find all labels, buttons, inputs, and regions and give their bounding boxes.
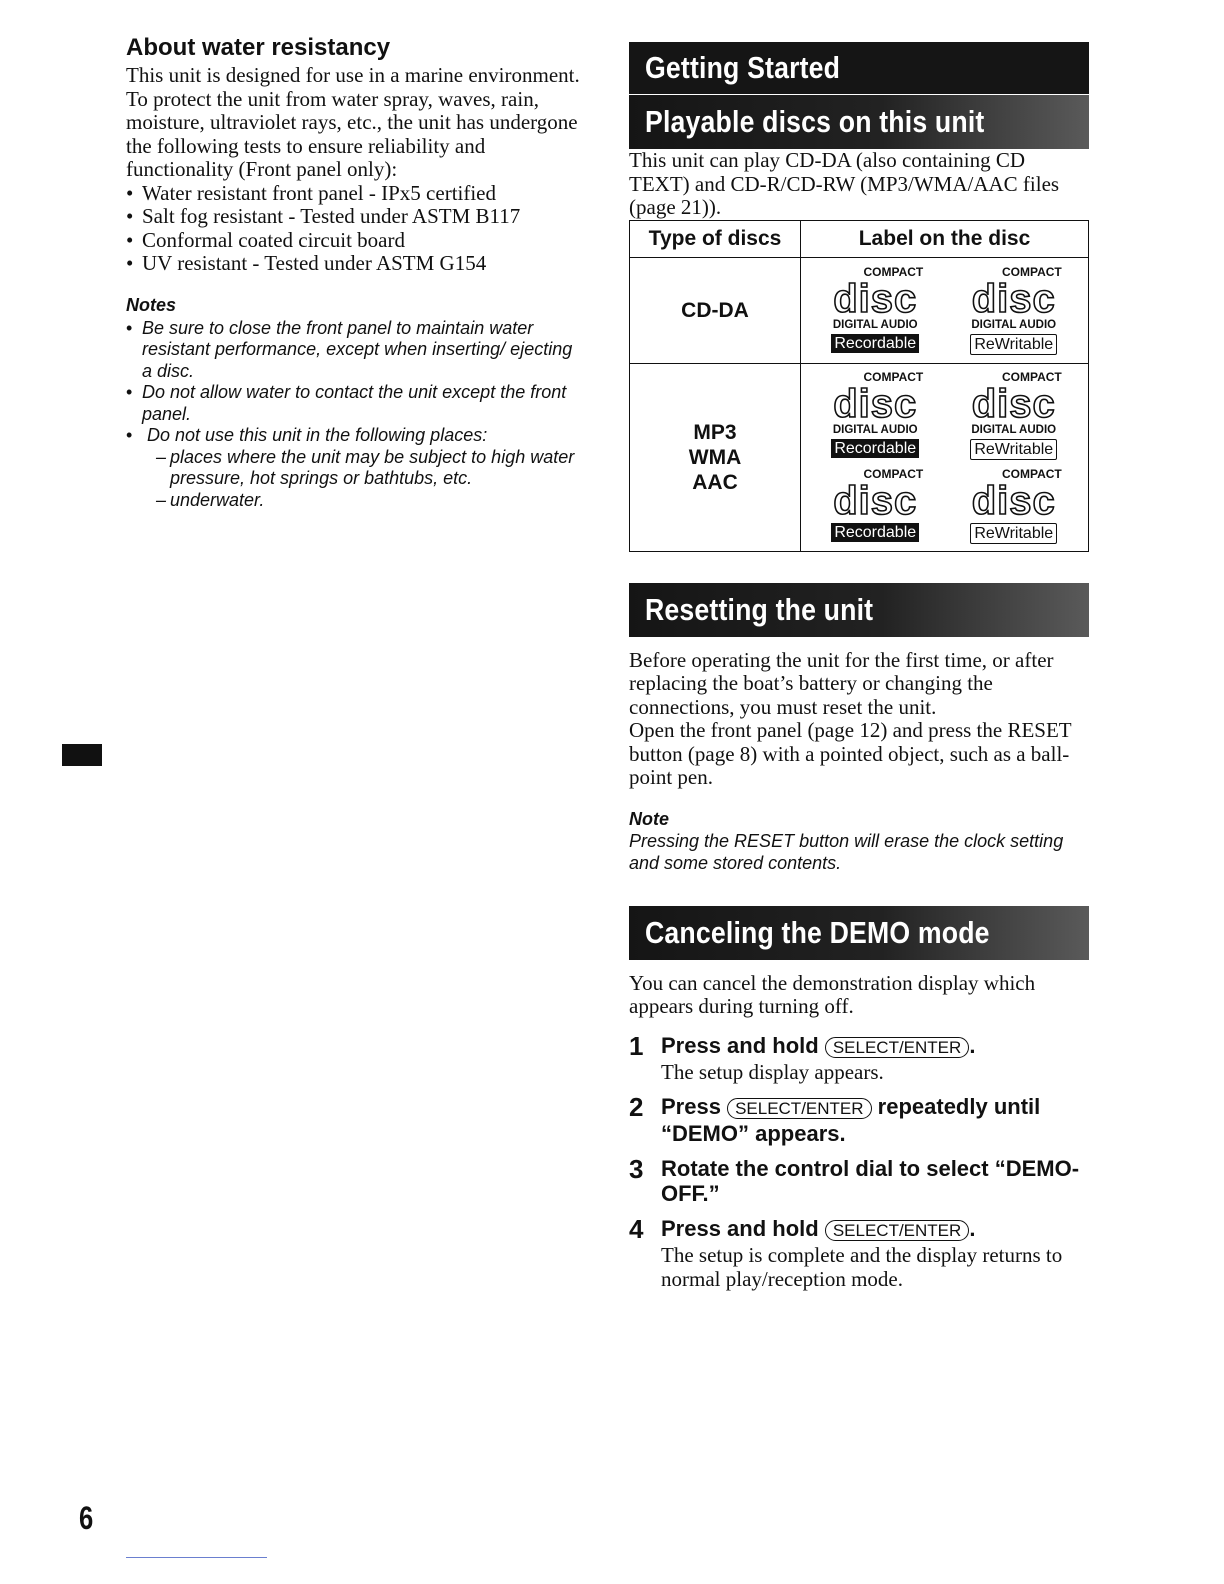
note-item: [126, 425, 584, 511]
list-item: – underwater.: [156, 490, 584, 512]
resetting-title: Resetting the unit: [645, 591, 874, 627]
disc-type-line: MP3: [693, 420, 737, 444]
notes-title: Notes: [126, 294, 177, 315]
water-resistancy-title: About water resistancy: [126, 34, 391, 61]
step-number: 1: [629, 1030, 644, 1061]
playable-discs-title: Playable discs on this unit: [645, 104, 985, 139]
playable-discs-intro: This unit can play CD-DA (also containing CD TEXT) and CD-R/CD-RW (MP3/WMA/AAC files (page 21)).: [629, 148, 1060, 219]
places-list: [142, 447, 584, 512]
playable-discs-bar: [629, 95, 1089, 149]
note-item: • Do not allow water to contact the unit except the front panel.: [126, 382, 584, 425]
logo-rewritable-tag: ReWritable: [970, 439, 1057, 460]
step-text: Press: [661, 1093, 728, 1119]
step-text: Press and hold: [661, 1032, 825, 1058]
logo-disc-wordmark: disc: [833, 381, 918, 426]
step-text: .: [969, 1032, 976, 1058]
logo-disc-wordmark: disc: [971, 381, 1056, 426]
step-number: 2: [629, 1091, 644, 1122]
step-heading: [661, 1094, 1089, 1146]
logo-digital-audio-text: DIGITAL AUDIO: [832, 423, 918, 436]
reset-para-1: Before operating the unit for the first time, or after replacing the boat’s battery or changing the connections, you must reset the unit.: [629, 647, 1054, 719]
logo-digital-audio-text: DIGITAL AUDIO: [971, 423, 1057, 436]
disc-types-table: [629, 220, 1089, 552]
logo-disc-wordmark: disc: [971, 276, 1056, 321]
tests-list: [126, 182, 584, 276]
step-description: The setup is complete and the display returns to normal play/reception mode.: [661, 1242, 1063, 1291]
step-description: The setup display appears.: [661, 1059, 884, 1084]
disc-type-cell: [630, 363, 801, 551]
note-item: • Be sure to close the front panel to maintain water resistant performance, except when inserting/ ejecting a disc.: [126, 318, 584, 383]
reset-para-2: Open the front panel (page 12) and press the RESET button (page 8) with a pointed object, such as a ball-point pen.: [629, 718, 1072, 789]
list-item: • UV resistant - Tested under ASTM G154: [126, 252, 584, 276]
step-heading: Rotate the control dial to select “DEMO-OFF.”: [661, 1155, 1080, 1206]
logo-disc-wordmark: disc: [833, 276, 918, 321]
table-row: [630, 363, 1089, 551]
step-number: 3: [629, 1153, 644, 1184]
logo-digital-audio-text: DIGITAL AUDIO: [832, 318, 918, 331]
demo-intro: You can cancel the demonstration display which appears during turning off.: [629, 970, 1036, 1018]
water-resistancy-section: [126, 34, 584, 511]
getting-started-bar: [629, 42, 1089, 94]
demo-title: Canceling the DEMO mode: [645, 914, 990, 950]
step-text: .: [969, 1215, 976, 1241]
compact-disc-logo-recordable-data: [825, 468, 925, 544]
table-header-row: [630, 220, 1089, 257]
compact-disc-logo-recordable: [825, 371, 925, 460]
notes-list: [126, 318, 584, 512]
logo-compact-text: COMPACT: [1001, 466, 1062, 481]
logo-disc-wordmark: disc: [971, 478, 1056, 523]
step-item: [629, 1213, 1089, 1291]
compact-disc-logo-rewritable: [964, 266, 1064, 355]
logo-compact-text: COMPACT: [863, 369, 924, 384]
logo-compact-text: COMPACT: [863, 466, 924, 481]
logo-compact-text: COMPACT: [863, 264, 924, 279]
page-number: 6: [79, 1500, 94, 1536]
column-header-label: Label on the disc: [801, 220, 1089, 257]
logo-digital-audio-text: DIGITAL AUDIO: [971, 318, 1057, 331]
select-enter-key: SELECT/ENTER: [825, 1037, 969, 1058]
right-column: [629, 42, 1089, 1301]
logo-recordable-tag: Recordable: [831, 439, 919, 458]
disc-type-line: WMA: [688, 445, 742, 469]
step-item: [629, 1030, 1089, 1084]
disc-type-line: AAC: [692, 470, 738, 494]
compact-disc-logo-recordable: [825, 266, 925, 355]
step-item: [629, 1153, 1089, 1206]
resetting-bar: [629, 583, 1089, 637]
getting-started-title: Getting Started: [645, 50, 841, 85]
list-item: • Water resistant front panel - IPx5 certified: [126, 182, 584, 206]
reset-note-title: Note: [629, 808, 669, 829]
logo-rewritable-tag: ReWritable: [970, 523, 1057, 544]
footer-rule: [126, 1557, 267, 1558]
compact-disc-logo-rewritable-data: [964, 468, 1064, 544]
step-number: 4: [629, 1213, 644, 1244]
compact-disc-logo-rewritable: [964, 371, 1064, 460]
demo-steps: [629, 1030, 1089, 1291]
list-item: • Salt fog resistant - Tested under ASTM B117: [126, 205, 584, 229]
logo-compact-text: COMPACT: [1001, 369, 1062, 384]
logo-recordable-tag: Recordable: [831, 334, 919, 353]
logo-rewritable-tag: ReWritable: [970, 334, 1057, 355]
select-enter-key: SELECT/ENTER: [727, 1098, 871, 1119]
section-tab-marker: [62, 744, 102, 766]
water-resistancy-body: This unit is designed for use in a marine environment. To protect the unit from water spray, waves, rain, moisture, ultraviolet rays, etc., the unit has undergone the following tests to ensure reliability and functionality (Front panel only):: [126, 63, 580, 181]
logo-compact-text: COMPACT: [1001, 264, 1062, 279]
step-text: Press and hold: [661, 1215, 825, 1241]
disc-label-cell: [801, 363, 1089, 551]
step-heading: [661, 1216, 1089, 1243]
step-heading: [661, 1033, 1089, 1060]
list-item: • Conformal coated circuit board: [126, 229, 584, 253]
note-item-text: Do not use this unit in the following places:: [147, 425, 488, 445]
disc-type-cell: [630, 257, 801, 363]
logo-recordable-tag: Recordable: [831, 523, 919, 542]
logo-disc-wordmark: disc: [833, 478, 918, 523]
demo-bar: [629, 906, 1089, 960]
select-enter-key: SELECT/ENTER: [825, 1220, 969, 1241]
reset-note: Pressing the RESET button will erase the clock setting and some stored contents.: [629, 830, 1064, 873]
table-row: [630, 257, 1089, 363]
disc-type-line: CD-DA: [681, 298, 749, 322]
step-item: [629, 1091, 1089, 1146]
disc-label-cell: [801, 257, 1089, 363]
column-header-type: Type of discs: [630, 220, 801, 257]
list-item: – places where the unit may be subject to high water pressure, hot springs or bathtubs, etc.: [156, 447, 584, 490]
step-text: repeatedly until “DEMO” appears.: [661, 1093, 1041, 1146]
